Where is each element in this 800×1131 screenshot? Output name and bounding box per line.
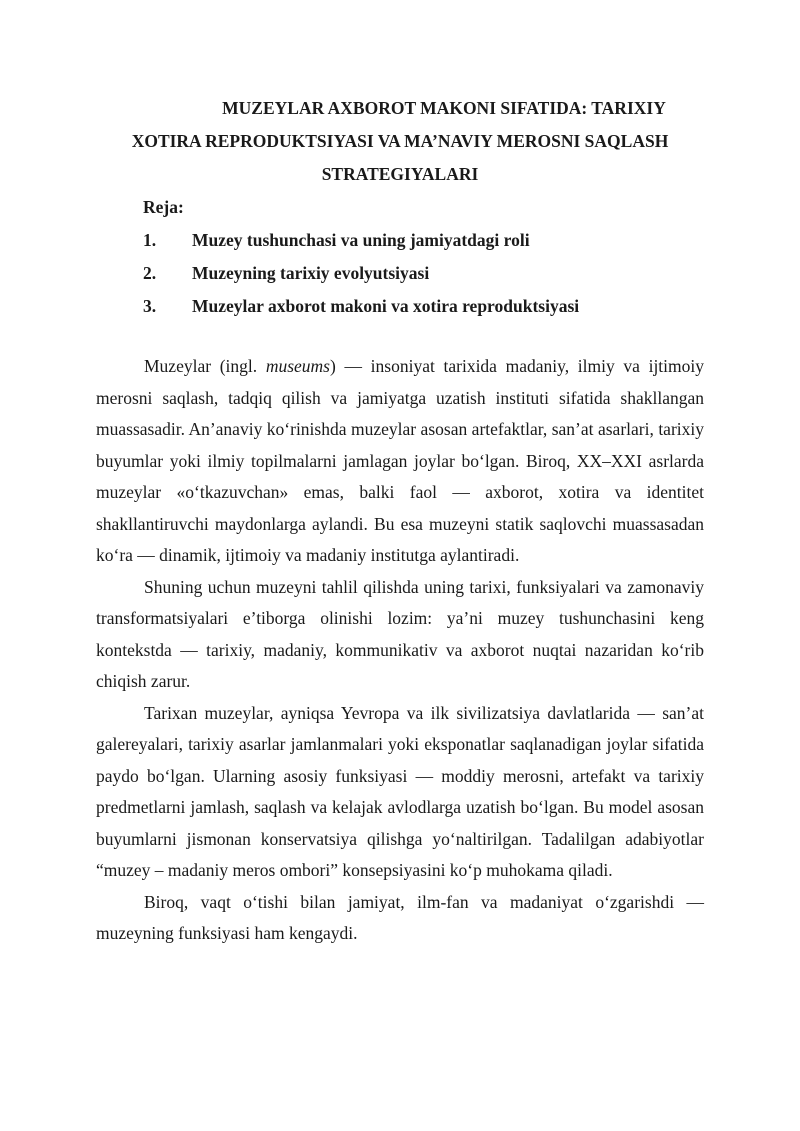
document-title bbox=[96, 92, 704, 191]
plan-item bbox=[143, 224, 704, 257]
plan-item-text: Muzeyning tarixiy evolyutsiyasi bbox=[192, 263, 430, 283]
body-text bbox=[96, 351, 704, 950]
plan-item-number: 2. bbox=[143, 263, 157, 283]
paragraph-1-start: Muzeylar (ingl. bbox=[144, 356, 266, 376]
paragraph-2: Shuning uchun muzeyni tahlil qilishda uning tarixi, funksiyalari va zamonaviy transformatsiyalari e’tiborga olinishi lozim: ya’ni muzey tushunchasini keng kontekstda — tarixiy, madaniy, kommunikativ va axborot nuqtai nazaridan koʻrib chiqish zarur. bbox=[96, 576, 704, 691]
plan-item-number: 3. bbox=[143, 296, 157, 316]
plan-item-text: Muzeylar axborot makoni va xotira reproduktsiyasi bbox=[192, 296, 580, 316]
plan-item bbox=[143, 257, 704, 290]
title-line-3: STRATEGIYALARI bbox=[321, 164, 479, 184]
document-page bbox=[96, 92, 704, 950]
title-line-1: MUZEYLAR AXBOROT MAKONI SIFATIDA: TARIXIY bbox=[222, 98, 666, 118]
paragraph-1-italic-term: museums bbox=[265, 356, 330, 376]
paragraph-3: Tarixan muzeylar, ayniqsa Yevropa va ilk sivilizatsiya davlatlarida — san’at galereyalari, tarixiy asarlar jamlanmalari yoki eksponatlar saqlanadigan joylar sifatida paydo boʻlgan. Ularning asosiy funksiyasi — moddiy merosni, artefakt va tarixiy predmetlarni jamlash, saqlash va kelajak avlodlarga uzatish boʻlgan. Bu model asosan buyumlarni jismonan konservatsiya qilishga yoʻnaltirilgan. Tadalilgan adabiyotlar “muzey – madaniy meros ombori” konsepsiyasini koʻp muhokama qiladi. bbox=[96, 702, 704, 880]
plan-item-text: Muzey tushunchasi va uning jamiyatdagi roli bbox=[192, 230, 530, 250]
paragraph-1 bbox=[96, 351, 704, 572]
plan-heading: Reja: bbox=[143, 197, 184, 217]
paragraph-1-rest: ) — insoniyat tarixida madaniy, ilmiy va ijtimoiy merosni saqlash, tadqiq qilish va jamiyatga uzatish instituti sifatida shakllangan muassasadir. An’anaviy koʻrinishda muzeylar asosan artefaktlar, san’at asarlari, tarixiy buyumlar yoki ilmiy topilmalarni jamlagan joylar boʻlgan. Biroq, XX–XXI asrlarda muzeylar «oʻtkazuvchan» emas, balki faol — axborot, xotira va identitet shakllantiruvchi maydonlarga aylandi. Bu esa muzeyni statik saqlovchi muassasadan koʻra — dinamik, ijtimoiy va madaniy institutga aylantiradi. bbox=[96, 356, 705, 565]
plan-list bbox=[96, 224, 704, 323]
plan-item-number: 1. bbox=[143, 230, 157, 250]
title-line-2: XOTIRA REPRODUKTSIYASI VA MA’NAVIY MEROSNI SAQLASH bbox=[131, 131, 669, 151]
plan-item bbox=[143, 290, 704, 323]
paragraph-4: Biroq, vaqt oʻtishi bilan jamiyat, ilm-fan va madaniyat oʻzgarishdi — muzeyning funksiyasi ham kengaydi. bbox=[96, 891, 704, 943]
